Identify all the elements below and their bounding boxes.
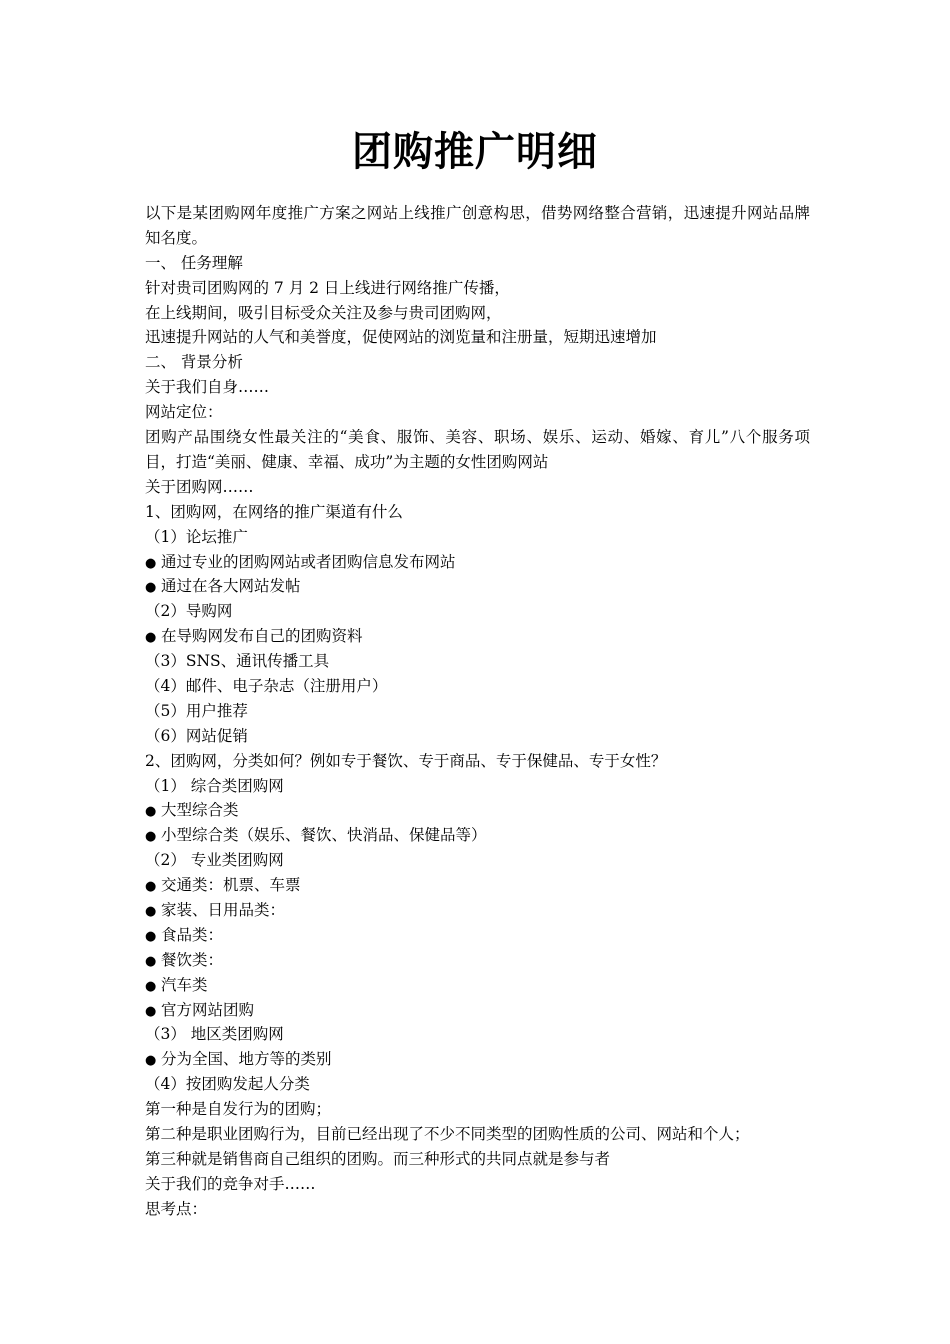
text-line: （4）按团购发起人分类 — [145, 1075, 310, 1094]
text-line: 思考点： — [145, 1199, 208, 1218]
text-line: 关于我们自身…… — [145, 378, 270, 397]
text-line: 针对贵司团购网的 7 月 2 日上线进行网络推广传播， — [145, 278, 510, 297]
bullet-list-item: ● 小型综合类（娱乐、餐饮、快消品、保健品等） — [145, 823, 810, 848]
text-line: （3） 地区类团购网 — [145, 1025, 284, 1044]
bullet-list-item: ● 大型综合类 — [145, 798, 810, 823]
lines-section-1 — [145, 251, 810, 425]
text-line: （2） 专业类团购网 — [145, 851, 284, 870]
bullet-list-item: ● 家装、日用品类： — [145, 898, 810, 923]
text-line: （3）SNS、通讯传播工具 — [145, 652, 330, 671]
document-body — [145, 201, 810, 1222]
bullet-list-item: ● 食品类： — [145, 923, 810, 948]
bullet-list-item: ● 通过专业的团购网站或者团购信息发布网站 — [145, 550, 810, 575]
text-line: 网站定位： — [145, 403, 223, 422]
bullet-list-item: ● 通过在各大网站发帖 — [145, 574, 810, 599]
bullet-list-item: ● 交通类：机票、车票 — [145, 873, 810, 898]
text-line: 1、团购网，在网络的推广渠道有什么 — [145, 502, 403, 521]
document-title: 团购推广明细 — [352, 128, 598, 175]
text-line: 2、团购网，分类如何？例如专于餐饮、专于商品、专于保健品、专于女性？ — [145, 751, 667, 770]
bullet-list-item: ● 汽车类 — [145, 973, 810, 998]
text-line: 第二种是职业团购行为，目前已经出现了不少不同类型的团购性质的公司、网站和个人； — [145, 1125, 750, 1144]
text-line: 关于团购网…… — [145, 477, 254, 496]
text-line: 一、 任务理解 — [145, 253, 243, 272]
text-line: （2）导购网 — [145, 602, 233, 621]
bullet-list-item: ● 餐饮类： — [145, 948, 810, 973]
bullet-list-item: ● 在导购网发布自己的团购资料 — [145, 624, 810, 649]
text-line: （1）论坛推广 — [145, 527, 248, 546]
text-line: （5）用户推荐 — [145, 701, 248, 720]
text-line: 在上线期间，吸引目标受众关注及参与贵司团购网， — [145, 303, 502, 322]
positioning-paragraph: 团购产品围绕女性最关注的“美食、服饰、美容、职场、娱乐、运动、婚嫁、育儿”八个服务项目，打造“美丽、健康、幸福、成功”为主题的女性团购网站 — [145, 428, 810, 471]
text-line: （1） 综合类团购网 — [145, 776, 284, 795]
bullet-list-item: ● 官方网站团购 — [145, 998, 810, 1023]
text-line: 第一种是自发行为的团购； — [145, 1100, 332, 1119]
bullet-list-item: ● 分为全国、地方等的类别 — [145, 1047, 810, 1072]
text-line: （6）网站促销 — [145, 726, 248, 745]
text-line: 关于我们的竞争对手…… — [145, 1174, 316, 1193]
intro-paragraph: 以下是某团购网年度推广方案之网站上线推广创意构思，借势网络整合营销，迅速提升网站品牌知名度。 — [145, 204, 810, 247]
text-line: 二、 背景分析 — [145, 353, 243, 372]
lines-section-2 — [145, 475, 810, 1222]
text-line: 第三种就是销售商自己组织的团购。而三种形式的共同点就是参与者 — [145, 1149, 611, 1168]
text-line: （4）邮件、电子杂志（注册用户） — [145, 676, 388, 695]
text-line: 迅速提升网站的人气和美誉度，促使网站的浏览量和注册量，短期迅速增加 — [145, 328, 657, 347]
